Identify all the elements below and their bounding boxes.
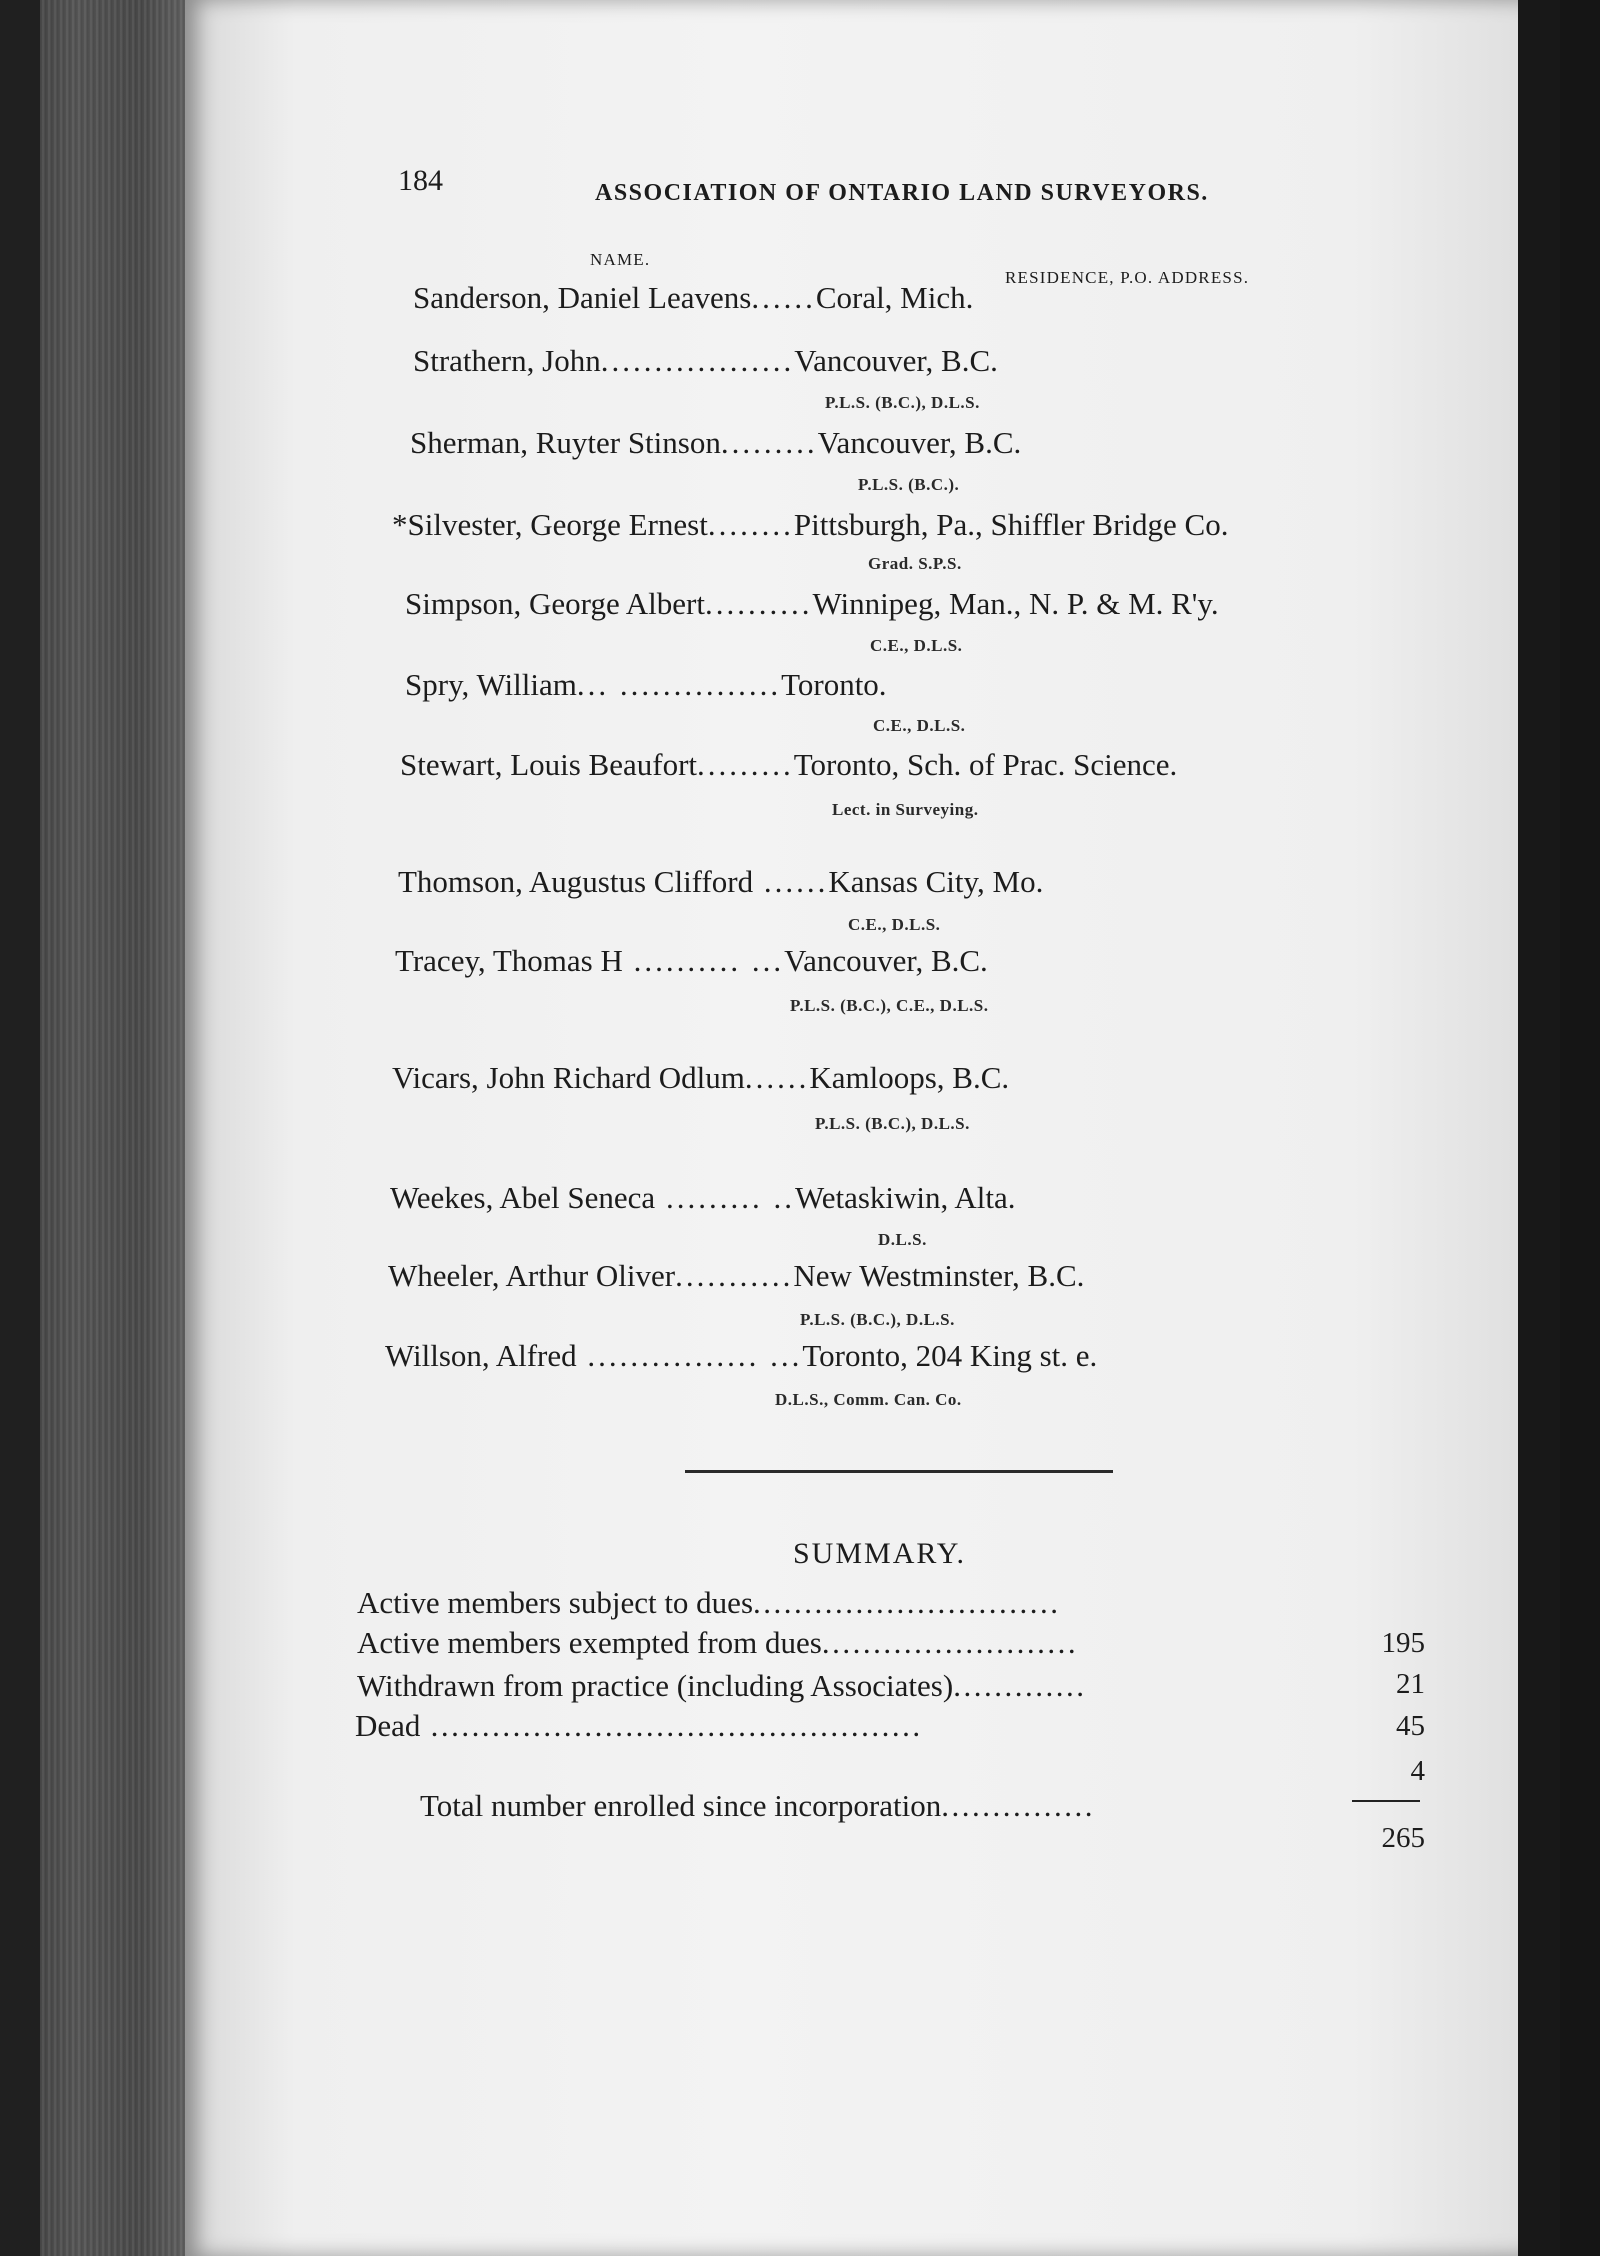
- dot-leaders: ..............................: [753, 1585, 1061, 1620]
- member-entry: [390, 1180, 1015, 1216]
- member-qualifications: C.E., D.L.S.: [873, 716, 966, 735]
- summary-row: [357, 1668, 1086, 1704]
- dot-leaders: ..........: [704, 586, 813, 621]
- member-qualifications: D.L.S., Comm. Can. Co.: [775, 1390, 962, 1409]
- column-header-name: NAME.: [590, 250, 651, 269]
- member-qualifications: C.E., D.L.S.: [870, 636, 963, 655]
- member-residence: Toronto.: [781, 667, 887, 702]
- section-divider: [685, 1470, 1113, 1473]
- summary-label: Dead: [355, 1708, 421, 1743]
- summary-row: [357, 1625, 1078, 1661]
- member-entry: [392, 1060, 1009, 1096]
- dot-leaders: ................ ...: [576, 1338, 803, 1373]
- dot-leaders: ......: [751, 280, 816, 315]
- member-residence: Vancouver, B.C.: [794, 343, 998, 378]
- member-qualifications: P.L.S. (B.C.), D.L.S.: [825, 393, 980, 412]
- summary-row: [355, 1708, 923, 1744]
- summary-title: SUMMARY.: [793, 1537, 967, 1570]
- member-entry: [405, 586, 1219, 622]
- member-entry: [410, 425, 1021, 461]
- dot-leaders: .........................: [821, 1625, 1079, 1660]
- member-qualifications: P.L.S. (B.C.), C.E., D.L.S.: [790, 996, 989, 1015]
- member-residence: Coral, Mich.: [815, 280, 974, 315]
- summary-total-value: 265: [1381, 1822, 1425, 1854]
- dot-leaders: ...............: [941, 1788, 1095, 1823]
- member-entry: [385, 1338, 1097, 1374]
- member-entry: [392, 507, 1228, 543]
- member-name: Strathern, John: [413, 343, 601, 378]
- member-name: Sanderson, Daniel Leavens: [413, 280, 752, 315]
- member-name: Weekes, Abel Seneca: [390, 1180, 656, 1215]
- member-residence: New Westminster, B.C.: [793, 1258, 1085, 1293]
- dot-leaders: ... ...............: [576, 667, 782, 702]
- member-name: Wheeler, Arthur Oliver: [388, 1258, 676, 1293]
- summary-total-label: Total number enrolled since incorporation: [420, 1788, 942, 1823]
- dot-leaders: ......: [744, 1060, 810, 1095]
- page-number: 184: [398, 164, 443, 197]
- running-head: ASSOCIATION OF ONTARIO LAND SURVEYORS.: [595, 180, 1209, 206]
- member-qualifications: P.L.S. (B.C.), D.L.S.: [800, 1310, 955, 1329]
- member-qualifications: C.E., D.L.S.: [848, 915, 941, 934]
- dot-leaders: .......... ...: [622, 943, 785, 978]
- dot-leaders: .........: [697, 747, 794, 782]
- summary-row: [357, 1585, 1061, 1621]
- dot-leaders: .............: [953, 1668, 1087, 1703]
- summary-value: 195: [1381, 1627, 1425, 1659]
- member-qualifications: Grad. S.P.S.: [868, 554, 962, 573]
- column-header-residence: RESIDENCE, P.O. ADDRESS.: [1005, 268, 1250, 287]
- member-residence: Toronto, Sch. of Prac. Science.: [793, 747, 1178, 782]
- member-residence: Pittsburgh, Pa., Shiffler Bridge Co.: [793, 507, 1229, 542]
- summary-value: 45: [1396, 1710, 1425, 1742]
- total-rule: [1352, 1800, 1420, 1802]
- summary-label: Active members exempted from dues: [357, 1625, 822, 1660]
- book-edge-shadow: [0, 0, 40, 2256]
- summary-label: Withdrawn from practice (including Associates): [357, 1668, 954, 1703]
- member-name: Thomson, Augustus Clifford: [398, 864, 754, 899]
- member-entry: [395, 943, 988, 979]
- member-name: Tracey, Thomas H: [395, 943, 623, 978]
- member-residence: Kansas City, Mo.: [828, 864, 1044, 899]
- member-residence: Kamloops, B.C.: [809, 1060, 1010, 1095]
- member-entry: [400, 747, 1177, 783]
- summary-total-row: [420, 1788, 1095, 1824]
- page-right-border: [1518, 0, 1560, 2256]
- summary-value: 21: [1396, 1668, 1425, 1700]
- member-entry: [405, 667, 887, 703]
- member-qualifications: P.L.S. (B.C.), D.L.S.: [815, 1114, 970, 1133]
- member-qualifications: D.L.S.: [878, 1230, 927, 1249]
- summary-label: Active members subject to dues: [357, 1585, 754, 1620]
- dot-leaders: ...........: [675, 1258, 794, 1293]
- member-qualifications: Lect. in Surveying.: [832, 800, 979, 819]
- dot-leaders: ........: [707, 507, 794, 542]
- member-qualifications: P.L.S. (B.C.).: [858, 475, 960, 494]
- member-entry: [413, 343, 998, 379]
- member-residence: Wetaskiwin, Alta.: [794, 1180, 1016, 1215]
- member-residence: Winnipeg, Man., N. P. & M. R'y.: [812, 586, 1219, 621]
- dot-leaders: ......: [753, 864, 829, 899]
- member-entry: [398, 864, 1043, 900]
- member-residence: Vancouver, B.C.: [817, 425, 1022, 460]
- member-name: Sherman, Ruyter Stinson: [410, 425, 721, 460]
- dot-leaders: .........: [720, 425, 818, 460]
- member-name: Stewart, Louis Beaufort: [400, 747, 698, 782]
- dot-leaders: ................................................: [420, 1708, 923, 1743]
- summary-value: 4: [1410, 1755, 1425, 1787]
- dot-leaders: ......... ..: [655, 1180, 795, 1215]
- dot-leaders: ..................: [600, 343, 795, 378]
- member-name: *Silvester, George Ernest: [392, 507, 708, 542]
- member-entry: [413, 280, 973, 316]
- member-name: Simpson, George Albert: [405, 586, 705, 621]
- member-name: Willson, Alfred: [385, 1338, 577, 1373]
- member-name: Vicars, John Richard Odlum: [392, 1060, 745, 1095]
- member-residence: Vancouver, B.C.: [784, 943, 988, 978]
- member-name: Spry, William: [405, 667, 577, 702]
- member-entry: [388, 1258, 1084, 1294]
- member-residence: Toronto, 204 King st. e.: [802, 1338, 1098, 1373]
